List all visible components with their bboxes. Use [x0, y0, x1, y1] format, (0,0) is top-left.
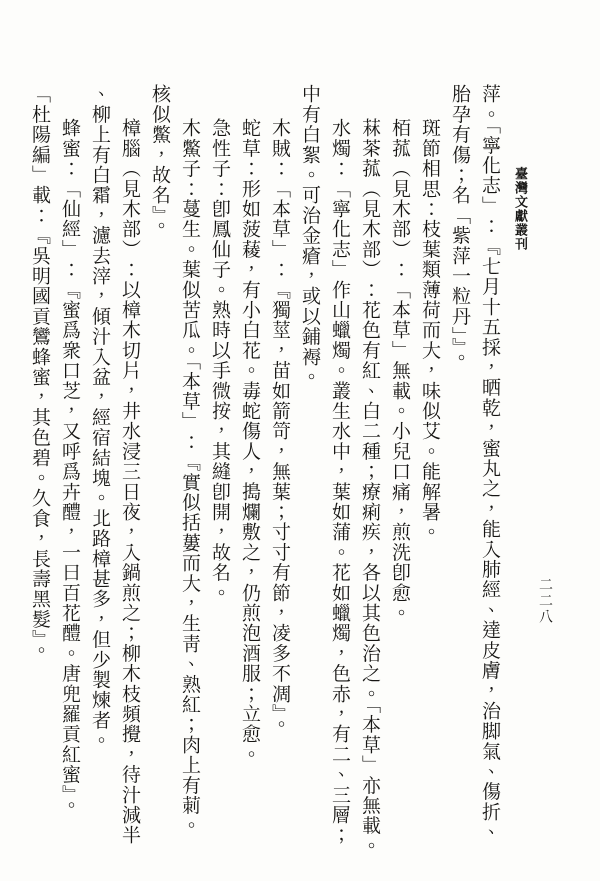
text-block — [22, 84, 504, 866]
text-column: 木鱉子：蔓生。葉似苦瓜。「本草」：『實似括蔞而大，生靑、熟紅；肉上有莿。 — [179, 118, 200, 836]
text-column: 木賊：「本草」：『獨莖，苗如箭笴，無葉；寸寸有節，凌多不凋』。 — [269, 118, 290, 735]
series-title: 臺灣文獻叢刊 — [513, 167, 528, 251]
text-column: 、柳上有白霜，濾去滓，傾汁入盆，經宿結塊。北路樟甚多，但少製煉者。 — [89, 84, 110, 751]
text-column: 栢菰（見木部）：「本草」無載。小兒口痛，煎洗卽愈。 — [389, 118, 410, 623]
text-column: 萍。「寧化志」：『七月十五採，晒乾，蜜丸之，能入肺經、達皮膚，治脚氣、傷折、 — [479, 84, 500, 843]
text-column: 急性子：卽鳳仙子。熟時以手微按，其縫卽開，故名。 — [209, 118, 230, 603]
text-column: 胎孕有傷；名「紫萍一粒丹」』。 — [449, 84, 470, 368]
page-number: 二二八 — [537, 577, 552, 625]
text-column: 核似鱉，故名』。 — [149, 84, 170, 237]
text-column: 蛇草：形如菠薐，有小白花。毒蛇傷人，搗爛敷之，仍煎泡酒服；立愈。 — [239, 118, 260, 765]
text-column: 中有白絮。可治金瘡，或以鋪褥。 — [299, 84, 320, 387]
text-column: 菻茶菰（見木部）：花色有紅、白二種；療痢疾，各以其色治之。「本草」亦無載。 — [359, 118, 380, 856]
text-column: 斑節相思：枝葉類薄荷而大，味似艾。能解暑。 — [419, 118, 440, 543]
text-column: 「杜陽編」載：『吳明國貢鸞蜂蜜，其色碧。久食，長壽黑髮』。 — [29, 84, 50, 661]
text-column: 水燭：「寧化志」作山蠟燭。叢生水中，葉如蒲。花如蠟燭，色赤，有二、三層； — [329, 118, 350, 846]
text-column: 樟腦（見木部）：以樟木切片，井水浸三日夜，入鍋煎之；柳木枝頻攪，待汁減半 — [119, 118, 140, 846]
text-column: 蜂蜜：「仙經」：『蜜爲衆口芝，又呼爲卉醴，一曰百花醴。唐兜羅貢紅蜜』。 — [59, 118, 80, 816]
